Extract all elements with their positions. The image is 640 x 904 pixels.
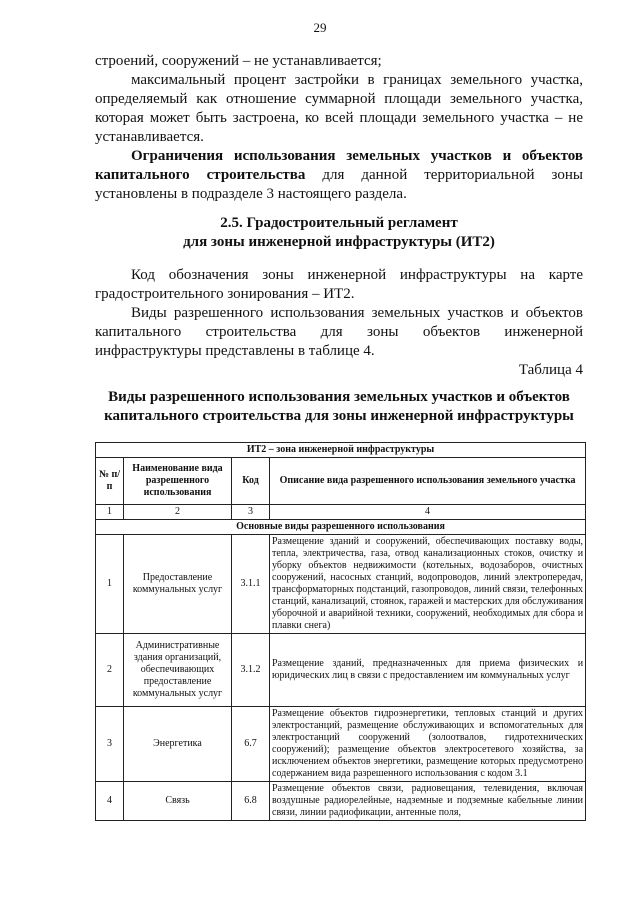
paragraph-block-1 [95,52,583,204]
page-number: 29 [313,20,327,35]
row-num: 2 [96,634,124,707]
group-header-cell: Основные виды разрешенного использования [96,520,586,535]
table-row [96,535,586,634]
group-header-row [96,520,586,535]
header-desc: Описание вида разрешенного использования земельного участка [270,458,586,505]
row-num: 3 [96,707,124,782]
paragraph-max-percent: максимальный процент застройки в границах земельного участка, определяемый как отношение суммарной площади земельного участка, которая может быть застроена, ко всей площади земельного участка – не устанавливается. [95,72,583,145]
table-title-line-1: Виды разрешенного использования земельных участков и объектов [108,389,570,405]
permitted-use-table [95,442,586,821]
restrictions-rest-text: для данной территориальной зоны установлены в подразделе 3 настоящего раздела. [95,167,583,202]
paragraph-block-2 [95,266,583,380]
row-name: Энергетика [124,707,232,782]
table-title [95,388,583,426]
table-row [96,782,586,821]
zone-header-row [96,443,586,458]
row-desc: Размещение зданий и сооружений, обеспечивающих поставку воды, тепла, электричества, газа, отвод канализационных стоков, очистку и уборку объектов недвижимости (котельных, водозаборов, очистных сооружений, насосных станций, водопроводов, линий электропередач, трансформаторных подстанций, газопроводов, линий связи, телефонных станций, канализаций, стоянок, гаражей и мастерских для обслуживания уборочной и аварийной техники, сооружений, необходимых для сбора и плавки снега) [270,535,586,634]
column-header-row [96,458,586,505]
table-row [96,634,586,707]
col-number: 1 [96,505,124,520]
row-desc: Размещение объектов гидроэнергетики, тепловых станций и других электростанций, размещение обслуживающих и вспомогательных для электростанций сооружений (золоотвалов, гидротехнических сооружений); размещение объектов электросетевого хозяйства, за исключением объектов энергетики, размещение которых предусмотрено содержанием вида разрешенного использования с кодом 3.1 [270,707,586,782]
row-num: 1 [96,535,124,634]
table-title-line-2: капитального строительства для зоны инженерной инфраструктуры [104,408,574,424]
col-number: 4 [270,505,586,520]
paragraph-restrictions [95,147,583,204]
row-name: Административные здания организаций, обеспечивающих предоставление коммунальных услуг [124,634,232,707]
col-number: 3 [232,505,270,520]
section-title [95,214,583,252]
column-number-row [96,505,586,520]
table-row [96,707,586,782]
table-reference: Таблица 4 [518,362,583,378]
row-name: Предоставление коммунальных услуг [124,535,232,634]
paragraph-continuation: строений, сооружений – не устанавливается; [95,53,382,69]
header-name: Наименование вида разрешенного использования [124,458,232,505]
restrictions-bold-text: Ограничения использования земельных участков и объектов капитального строительства [95,148,583,183]
paragraph-permitted-uses: Виды разрешенного использования земельных участков и объектов капитального строительства для зоны объектов инженерной инфраструктуры представлены в таблице 4. [95,305,583,359]
row-code: 3.1.2 [232,634,270,707]
row-num: 4 [96,782,124,821]
header-num: № п/п [96,458,124,505]
section-title-line-2: для зоны инженерной инфраструктуры (ИТ2) [183,234,495,250]
row-desc: Размещение объектов связи, радиовещания, телевидения, включая воздушные радиорелейные, надземные и подземные кабельные линии связи, линии радиофикации, антенные поля, [270,782,586,821]
section-title-line-1: 2.5. Градостроительный регламент [220,215,458,231]
zone-header-cell: ИТ2 – зона инженерной инфраструктуры [96,443,586,458]
row-code: 3.1.1 [232,535,270,634]
row-code: 6.8 [232,782,270,821]
row-code: 6.7 [232,707,270,782]
row-desc: Размещение зданий, предназначенных для приема физических и юридических лиц в связи с предоставлением им коммунальных услуг [270,634,586,707]
paragraph-zone-code: Код обозначения зоны инженерной инфраструктуры на карте градостроительного зонирования – ИТ2. [95,267,583,302]
header-code: Код [232,458,270,505]
row-name: Связь [124,782,232,821]
col-number: 2 [124,505,232,520]
